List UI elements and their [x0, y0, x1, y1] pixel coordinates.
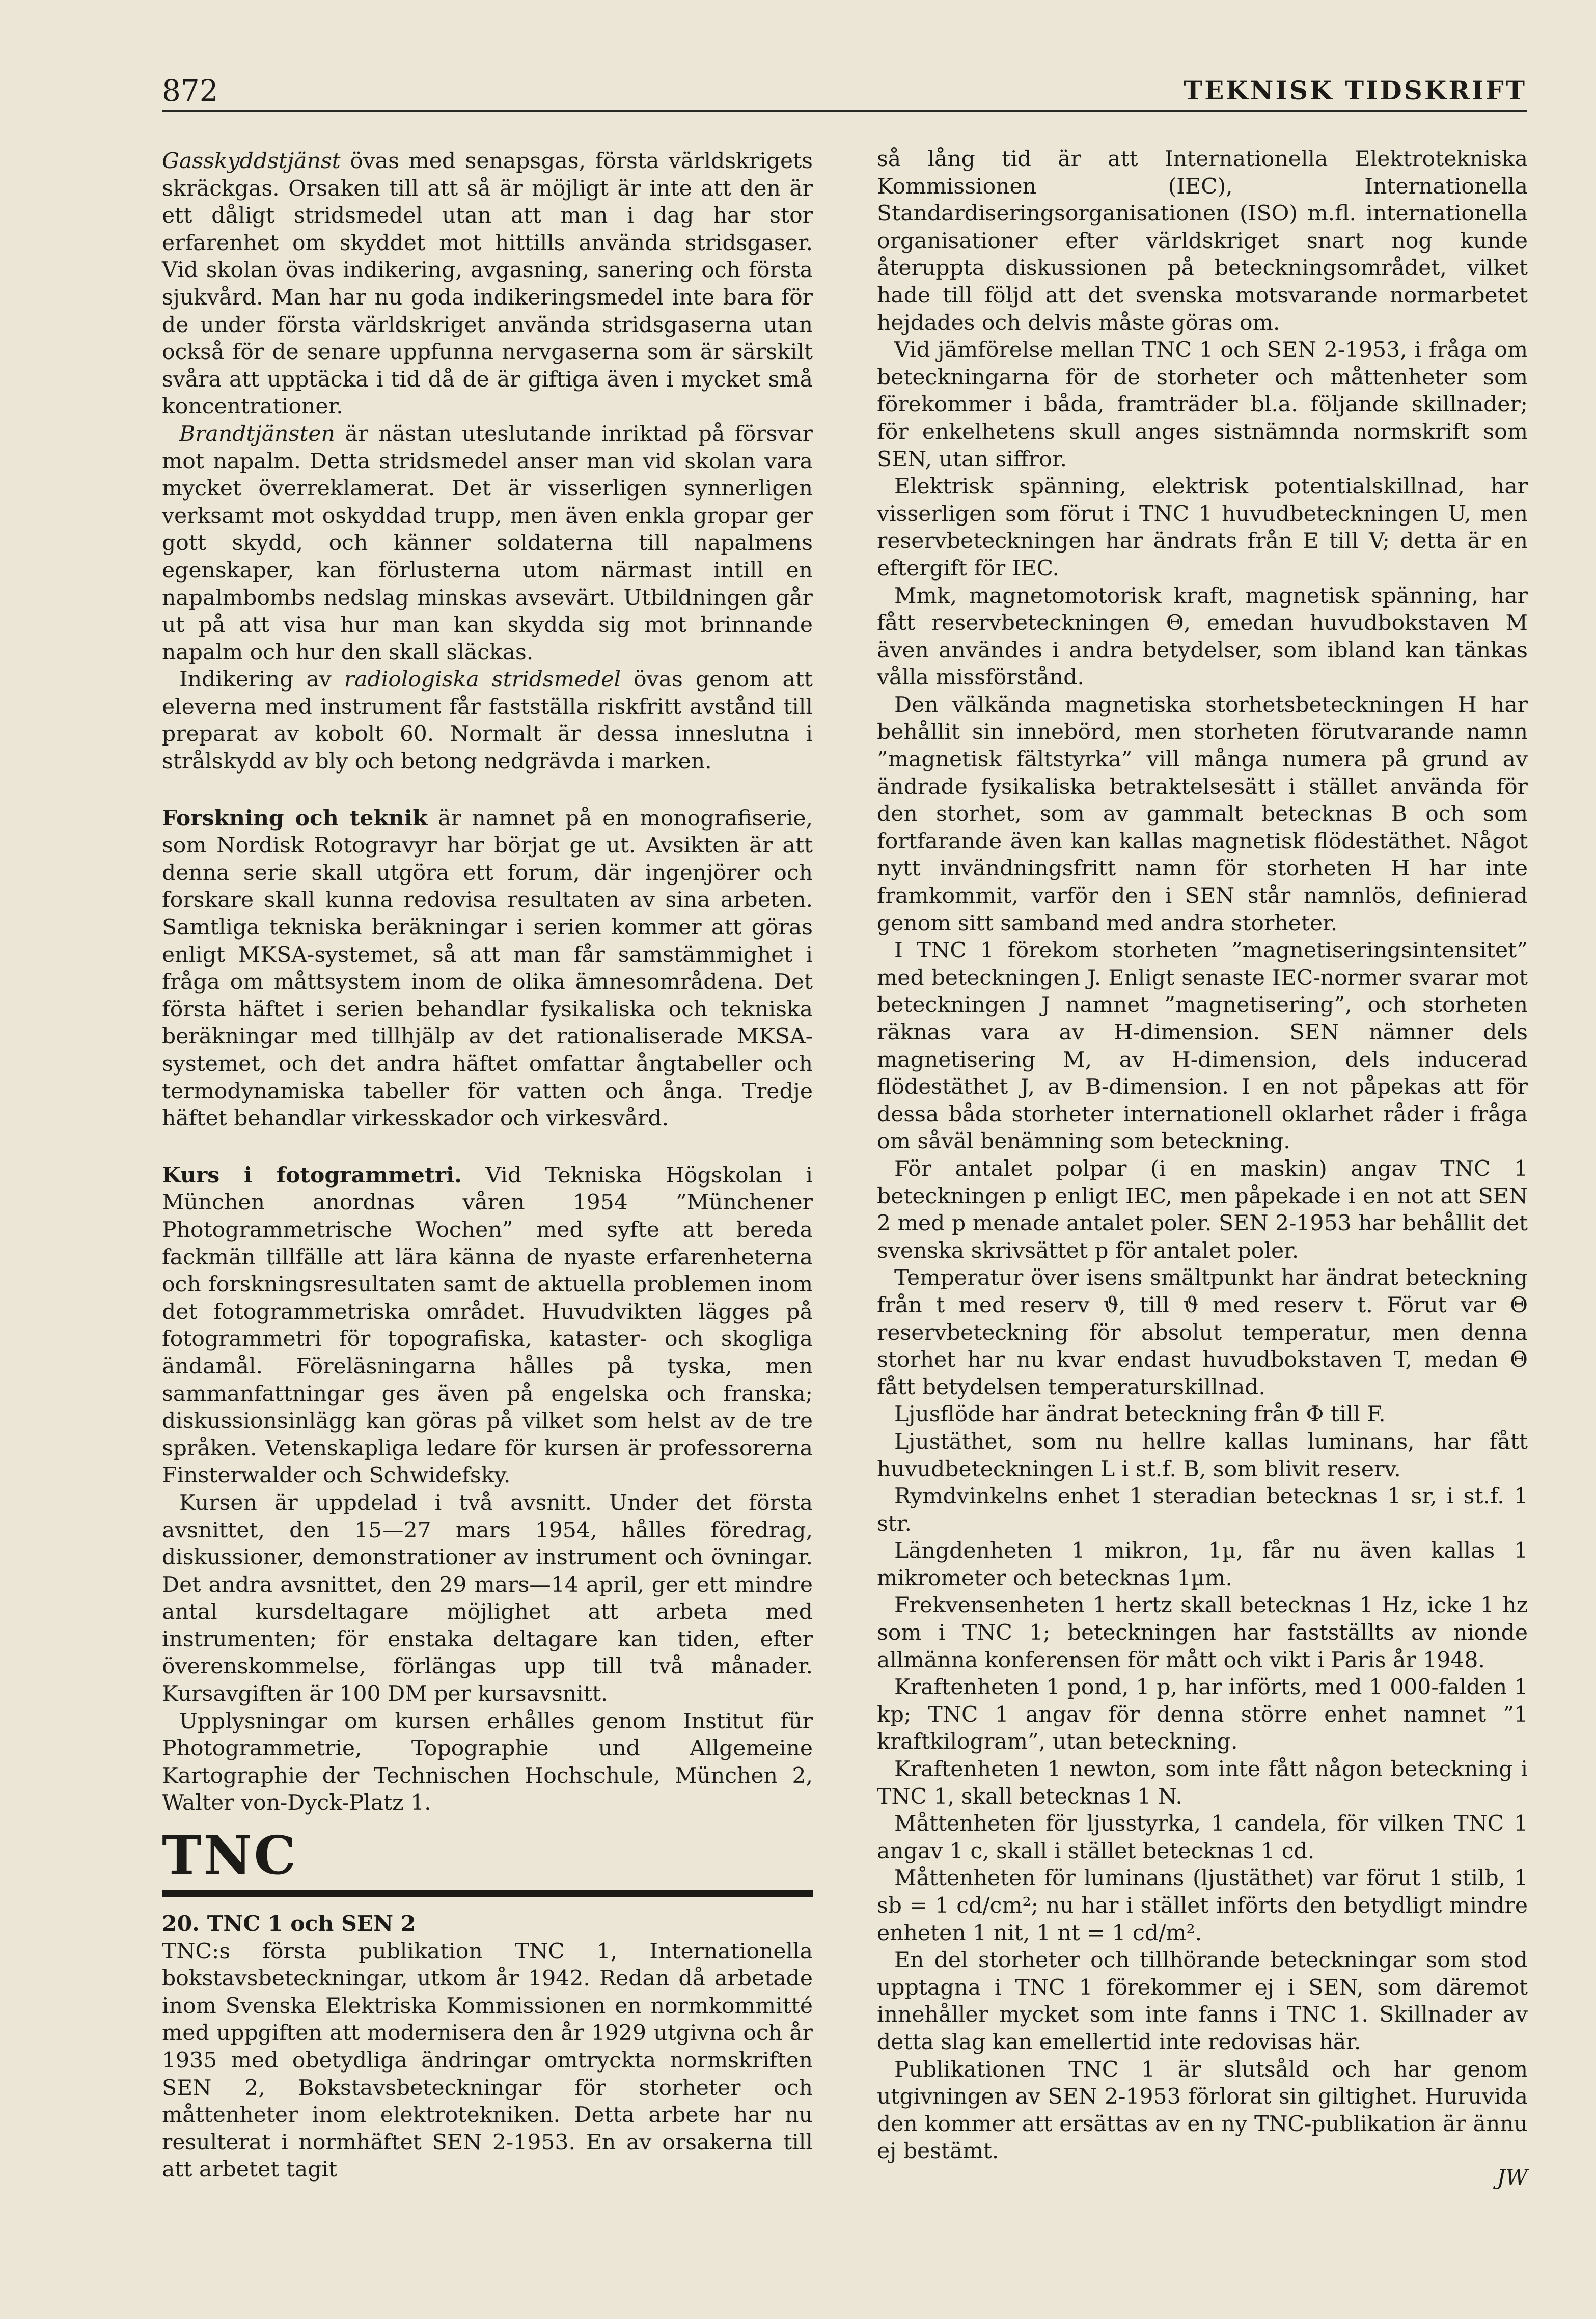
- page-number: 872: [162, 73, 218, 108]
- author-signature: JW: [1497, 2165, 1528, 2190]
- paragraph-luminans: Måttenheten för luminans (ljustäthet) var förut 1 stilb, 1 sb = 1 cd/cm²; nu har i stället införts den betydligt mindre enheten 1 nit, 1 nt = 1 cd/m².: [877, 1866, 1528, 1946]
- paragraph-tnc-intro: TNC:s första publikation TNC 1, Internationella bokstavsbeteckningar, utkom år 1942. Redan då arbetade inom Svenska Elektriska Kommissionen en normkommitté med uppgiften att modernisera den år 1929 utgivna och år 1935 med obetydliga ändringar omtryckta normskriften SEN 2, Bokstavsbeteckningar för storheter och måttenheter inom elektrotekniken. Detta arbete har nu resulterat i normhäftet SEN 2-1953. En av orsakerna till att arbetet tagit: [162, 1939, 813, 2183]
- paragraph-polpar: För antalet polpar (i en maskin) angav TNC 1 beteckningen p enligt IEC, men påpekade i en not att SEN 2 med p menade antalet poler. SEN 2-1953 har behållit det svenska skrivsättet p för antalet poler.: [877, 1156, 1528, 1263]
- paragraph-publikationen: Publikationen TNC 1 är slutsåld och har genom utgivningen av SEN 2-1953 förlorat sin giltighet. Huruvida den kommer att ersättas av en ny TNC-publikation är ännu ej bestämt.: [877, 2057, 1528, 2164]
- paragraph-indikering: Indikering av radiologiska stridsmedel övas genom att eleverna med instrument får fastställa riskfritt avstånd till preparat av kobolt 60. Normalt är dessa inneslutna i strålskydd av bly och betong nedgrävda i marken.: [162, 667, 813, 775]
- journal-title: TEKNISK TIDSKRIFT: [1183, 75, 1527, 105]
- paragraph-jamforelse: Vid jämförelse mellan TNC 1 och SEN 2-1953, i fråga om beteckningarna för de storheter och måttenheter som förekommer i båda, framträder bl.a. följande skillnader; för enkelhetens skull anges sistnämnda normskrift som SEN, utan siffror.: [877, 338, 1528, 472]
- section-title: 20. TNC 1 och SEN 2: [162, 1911, 416, 1937]
- paragraph-magnetisering: I TNC 1 förekom storheten ”magnetiseringsintensitet” med beteckningen J. Enligt senaste IEC-normer svarar mot beteckningen J namnet ”magnetisering”, och storheten räknas vara av H-dimension. SEN nämner dels magnetisering M, av H-dimension, dels inducerad flödestäthet J, av B-dimension. I en not påpekas att för dessa båda storheter internationell oklarhet råder i fråga om såväl benämning som beteckning.: [877, 938, 1528, 1154]
- paragraph-temperatur: Temperatur över isens smältpunkt har ändrat beteckning från t med reserv ϑ, till ϑ med reserv t. Förut var Θ reservbeteckning för absolut temperatur, men denna storhet har nu kvar endast huvudbokstaven T, medan Θ fått betydelsen temperaturskillnad.: [877, 1265, 1528, 1400]
- paragraph-gasskyddstjanst: Gasskyddstjänst övas med senapsgas, första världskrigets skräckgas. Orsaken till att så är möjligt är inte att den är ett dåligt stridsmedel utan att man i dag har stor erfarenhet om skyddet mot hittills använda stridsgaser. Vid skolan övas indikering, avgasning, sanering och första sjukvård. Man har nu goda indikeringsmedel inte bara för de under första världskriget använda stridsgaserna utan också för de senare uppfunna nervgaserna som är särskilt svåra att upptäcka i tid då de är giftiga även i mycket små koncentrationer.: [162, 149, 813, 420]
- paragraph-pond: Kraftenheten 1 pond, 1 p, har införts, med 1 000-falden 1 kp; TNC 1 angav för denna större enhet namnet ”1 kraftkilogram”, utan beteckning.: [877, 1675, 1528, 1755]
- paragraph-candela: Måttenheten för ljusstyrka, 1 candela, för vilken TNC 1 angav 1 c, skall i stället betecknas 1 cd.: [877, 1811, 1528, 1864]
- paragraph-upplysningar: Upplysningar om kursen erhålles genom Institut für Photogrammetrie, Topographie und Allgemeine Kartographie der Technischen Hochschule, München 2, Walter von-Dyck-Platz 1.: [162, 1708, 813, 1816]
- paragraph-ljustathet: Ljustäthet, som nu hellre kallas luminans, har fått huvudbeteckningen L i st.f. B, som blivit reserv.: [877, 1429, 1528, 1482]
- paragraph-brandtjansten: Brandtjänsten är nästan uteslutande inriktad på försvar mot napalm. Detta stridsmedel anser man vid skolan vara mycket överreklamerat. Det är visserligen synnerligen verksamt mot oskyddad trupp, men även enkla gropar ger gott skydd, och känner soldaterna till napalmens egenskaper, kan förlusterna utom närmast intill en napalmbombs nedslag minskas avsevärt. Utbildningen går ut på att visa hur man kan skydda sig mot brinnande napalm och hur den skall släckas.: [162, 421, 813, 665]
- paragraph-newton: Kraftenheten 1 newton, som inte fått någon beteckning i TNC 1, skall betecknas 1 N.: [877, 1757, 1528, 1809]
- paragraph-fotogrammetri: Kurs i fotogrammetri. Vid Tekniska Högskolan i München anordnas våren 1954 ”Münchener Photogrammetrische Wochen” med syfte att bereda fackmän tillfälle att lära känna de nyaste erfarenheterna och forskningsresultaten samt de aktuella problemen inom det fotogrammetriska området. Huvudvikten lägges på fotogrammetri för topografiska, kataster- och skogliga ändamål. Föreläsningarna hålles på tyska, men sammanfattningar ges även på engelska och franska; diskussionsinlägg kan göras på vilket som helst av de tre språken. Vetenskapliga ledare för kursen är professorerna Finsterwalder och Schwidefsky.: [162, 1162, 813, 1488]
- page-header: [162, 64, 1527, 112]
- paragraph-hertz: Frekvensenheten 1 hertz skall betecknas 1 Hz, icke 1 hz som i TNC 1; beteckningen har fastställts av nionde allmänna konferensen för mått och vikt i Paris år 1948.: [877, 1593, 1528, 1673]
- paragraph-forskning: Forskning och teknik är namnet på en monografiserie, som Nordisk Rotogravyr har börjat ge ut. Avsikten är att denna serie skall utgöra ett forum, där ingenjörer och forskare skall kunna redovisa resultaten av sina arbeten. Samtliga tekniska beräkningar i serien kommer att göras enligt MKSA-systemet, så att man får samstämmighet i fråga om måttsystem inom de olika ämnesområdena. Det första häftet i serien behandlar fysikaliska och tekniska beräkningar med tillhjälp av det rationaliserade MKSA-systemet, och det andra häftet omfattar ångtabeller och termodynamiska tabeller för vatten och ånga. Tredje häftet behandlar virkesskador och virkesvård.: [162, 805, 813, 1131]
- paragraph-mikron: Längdenheten 1 mikron, 1µ, får nu även kallas 1 mikrometer och betecknas 1µm.: [877, 1538, 1528, 1591]
- paragraph-steradian: Rymdvinkelns enhet 1 steradian betecknas 1 sr, i st.f. 1 str.: [877, 1484, 1528, 1536]
- paragraph-kursen: Kursen är uppdelad i två avsnitt. Under det första avsnittet, den 15—27 mars 1954, hålles föredrag, diskussioner, demonstrationer av instrument och övningar. Det andra avsnittet, den 29 mars—14 april, ger ett mindre antal kursdeltagare möjlighet att arbeta med instrumenten; för enstaka deltagare kan tiden, efter överenskommelse, förlängas upp till två månader. Kursavgiften är 100 DM per kursavsnitt.: [162, 1490, 813, 1707]
- paragraph-continuation: så lång tid är att Internationella Elektrotekniska Kommissionen (IEC), Internationella Standardiseringsorganisationen (ISO) m.fl. internationella organisationer efter världskriget snart nog kunde återuppta diskussionen på beteckningsområdet, vilket hade till följd att det svenska motsvarande normarbetet hejdades och delvis måste göras om.: [877, 147, 1528, 336]
- right-column: [877, 146, 1528, 2192]
- paragraph-spanning: Elektrisk spänning, elektrisk potentialskillnad, har visserligen som förut i TNC 1 huvudbeteckningen U, men reservbeteckningen har ändrats från E till V; detta är en eftergift för IEC.: [877, 474, 1528, 581]
- paragraph-storheter: En del storheter och tillhörande beteckningar som stod upptagna i TNC 1 förekommer ej i SEN, som däremot innehåller mycket som inte fanns i TNC 1. Skillnader av detta slag kan emellertid inte redovisas här.: [877, 1948, 1528, 2055]
- left-column: [162, 148, 813, 2184]
- paragraph-mmk: Mmk, magnetomotorisk kraft, magnetisk spänning, har fått reservbeteckningen Θ, emedan huvudbokstaven M även användes i andra betydelser, som ibland kan tänkas vålla missförstånd.: [877, 583, 1528, 691]
- paragraph-ljusflode: Ljusflöde har ändrat beteckning från Φ till F.: [894, 1402, 1386, 1427]
- heading-rule: [162, 1890, 813, 1897]
- tnc-heading: TNC: [162, 1824, 298, 1887]
- paragraph-faltstyrka: Den välkända magnetiska storhetsbeteckningen H har behållit sin innebörd, men storheten förutvarande namn ”magnetisk fältstyrka” vill många numera på grund av ändrade fysikaliska betraktelsesätt i stället använda för den storhet, som av gammalt betecknas B och som fortfarande även kan kallas magnetisk flödestäthet. Något nytt invändningsfritt namn för storheten H har inte framkommit, varför den i SEN står namnlös, definierad genom sitt samband med andra storheter.: [877, 692, 1528, 936]
